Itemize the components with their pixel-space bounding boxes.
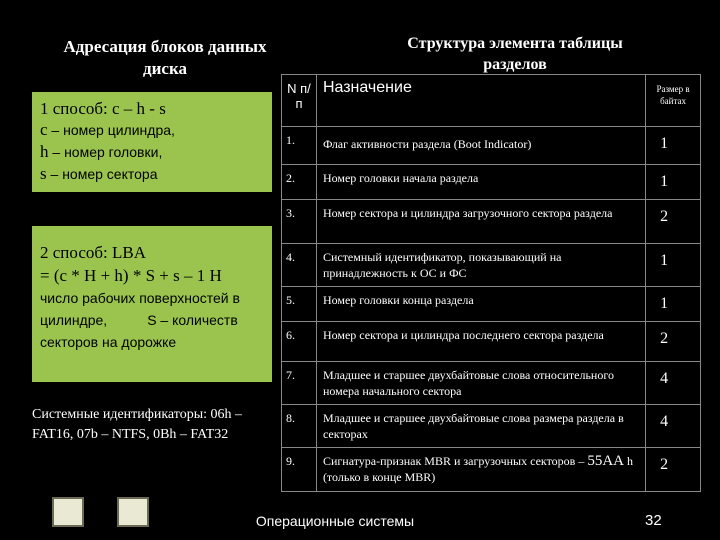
method2-line4b: S – количеств	[147, 312, 238, 328]
next-slide-button[interactable]	[117, 497, 149, 527]
method2-line4a: цилиндре,	[40, 312, 108, 328]
method2-heading: 2 способ: LBA	[40, 243, 146, 262]
left-title: Адресация блоков данных диска	[63, 37, 267, 78]
row-size: 2	[646, 200, 701, 244]
row-desc: Младшее и старшее двухбайтовые слова относительного номера начального сектора	[316, 362, 645, 405]
method1-line-s	[40, 163, 264, 185]
header-name: Назначение	[316, 75, 645, 127]
row-desc	[316, 448, 645, 492]
table-row	[282, 200, 701, 244]
row-size: 2	[646, 448, 701, 492]
row-number: 4.	[282, 244, 317, 287]
row-size: 4	[646, 405, 701, 448]
row-desc: Номер сектора и цилиндра загрузочного сектора раздела	[316, 200, 645, 244]
row-size: 1	[646, 127, 701, 165]
table-row	[282, 287, 701, 322]
row-desc: Номер головки конца раздела	[316, 287, 645, 322]
row-size: 1	[646, 287, 701, 322]
row-size: 1	[646, 244, 701, 287]
course-title: Операционные системы	[255, 513, 415, 529]
row-number: 7.	[282, 362, 317, 405]
table-row	[282, 322, 701, 362]
table-header	[282, 75, 701, 127]
line-s-text: – номер сектора	[46, 166, 158, 182]
method1-line-h	[40, 141, 264, 163]
method1-line-c	[40, 119, 264, 141]
row-number: 3.	[282, 200, 317, 244]
line-h-text: – номер головки,	[48, 144, 163, 160]
var-s: s	[40, 164, 47, 183]
row-number: 1.	[282, 127, 317, 165]
row-desc: Номер сектора и цилиндра последнего сектора раздела	[316, 322, 645, 362]
system-ids-text: Системные идентификаторы: 06h – FAT16, 07b – NTFS, 0Bh – FAT32	[32, 407, 243, 442]
table-row	[282, 127, 701, 165]
method1-box	[32, 92, 272, 192]
row-size: 4	[646, 362, 701, 405]
partition-table	[281, 74, 701, 492]
method2-formula: = (c * H + h) * S + s – 1 H	[40, 266, 222, 285]
table-row	[282, 405, 701, 448]
table-row	[282, 165, 701, 200]
row-number: 9.	[282, 448, 317, 492]
row-desc: Номер головки начала раздела	[316, 165, 645, 200]
row-size: 2	[646, 322, 701, 362]
line-c-text: – номер цилиндра,	[47, 122, 175, 138]
row-desc: Флаг активности раздела (Boot Indicator)	[316, 127, 645, 165]
row-number: 8.	[282, 405, 317, 448]
row-desc: Младшее и старшее двухбайтовые слова размера раздела в секторах	[316, 405, 645, 448]
row-number: 6.	[282, 322, 317, 362]
header-size: Размер в байтах	[646, 75, 701, 127]
method1-heading: 1 способ: с – h - s	[40, 99, 166, 118]
table-row	[282, 448, 701, 492]
table-row	[282, 244, 701, 287]
header-n: N п/п	[282, 75, 317, 127]
row-desc: Системный идентификатор, показывающий на принадлежность к ОС и ФС	[316, 244, 645, 287]
row-size: 1	[646, 165, 701, 200]
method2-line4	[40, 309, 266, 331]
method2-line5: секторов на дорожке	[40, 334, 177, 350]
row9-desc-big: 55AA	[587, 453, 624, 469]
row9-desc-b: h (только в конце MBR)	[322, 454, 633, 484]
method2-box	[32, 226, 272, 382]
row-number: 2.	[282, 165, 317, 200]
page-number: 32	[645, 512, 662, 529]
table-row	[282, 362, 701, 405]
var-c: c	[40, 120, 48, 139]
right-title: Структура элемента таблицы разделов	[407, 35, 623, 73]
var-h: h	[40, 142, 49, 161]
method2-line3: число рабочих поверхностей в	[40, 290, 240, 306]
row9-desc-a: Сигнатура-признак MBR и загрузочных секторов –	[322, 454, 588, 468]
prev-slide-button[interactable]	[52, 497, 84, 527]
row-number: 5.	[282, 287, 317, 322]
